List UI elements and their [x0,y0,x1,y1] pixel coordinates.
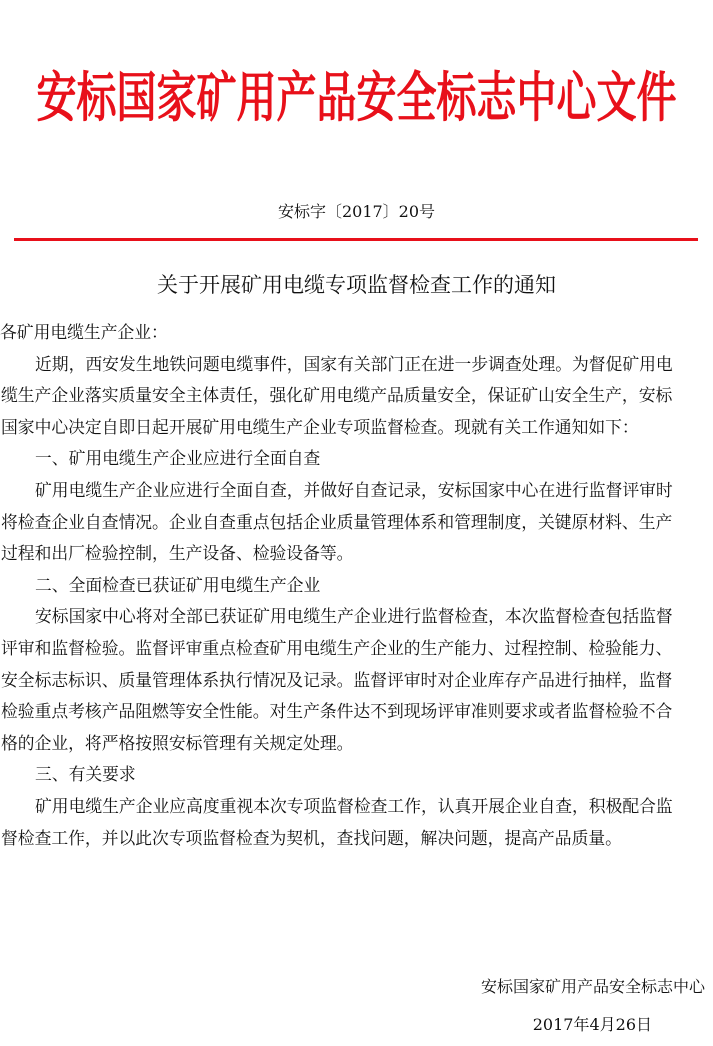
paragraph-line: 安全标志标识、质量管理体系执行情况及记录。监督评审时对企业库存产品进行抽样，监督 [1,669,673,690]
issue-date: 2017年4月26日 [532,1015,652,1034]
document-number: 安标字〔2017〕20号 [277,202,436,221]
notice-title: 关于开展矿用电缆专项监督检查工作的通知 [157,273,556,297]
paragraph-line: 缆生产企业落实质量安全主体责任，强化矿用电缆产品质量安全，保证矿山安全生产，安标 [1,385,673,406]
paragraph-line: 检验重点考核产品阻燃等安全性能。对生产条件达不到现场评审准则要求或者监督检验不合 [1,701,673,722]
paragraph-line: 评审和监督检验。监督评审重点检查矿用电缆生产企业的生产能力、过程控制、检验能力、 [1,637,673,658]
section-heading: 二、全面检查已获证矿用电缆生产企业 [35,574,321,595]
header-divider [14,238,698,241]
paragraph-line: 将检查企业自查情况。企业自查重点包括企业质量管理体系和管理制度，关键原材料、生产 [1,511,673,532]
paragraph-line: 过程和出厂检验控制，生产设备、检验设备等。 [1,543,354,564]
paragraph-line: 安标国家中心将对全部已获证矿用电缆生产企业进行监督检查，本次监督检查包括监督 [35,606,673,627]
section-heading: 三、有关要求 [35,764,136,785]
paragraph-line: 矿用电缆生产企业应高度重视本次专项监督检查工作，认真开展企业自查，积极配合监 [35,795,673,816]
paragraph-line: 矿用电缆生产企业应进行全面自查，并做好自查记录，安标国家中心在进行监督评审时 [35,479,673,500]
document-header-title: 安标国家矿用产品安全标志中心文件 [36,67,677,130]
paragraph-line: 国家中心决定自即日起开展矿用电缆生产企业专项监督检查。现就有关工作通知如下： [1,416,639,437]
paragraph-line: 近期，西安发生地铁问题电缆事件，国家有关部门正在进一步调查处理。为督促矿用电 [35,353,673,374]
section-heading: 一、矿用电缆生产企业应进行全面自查 [35,448,321,469]
notice-body [0,317,713,854]
issuer-signature: 安标国家矿用产品安全标志中心 [480,977,705,996]
paragraph-line: 督检查工作，并以此次专项监督检查为契机，查找问题，解决问题，提高产品质量。 [1,827,622,848]
salutation: 各矿用电缆生产企业： [0,322,168,342]
paragraph-line: 格的企业，将严格按照安标管理有关规定处理。 [1,732,354,753]
